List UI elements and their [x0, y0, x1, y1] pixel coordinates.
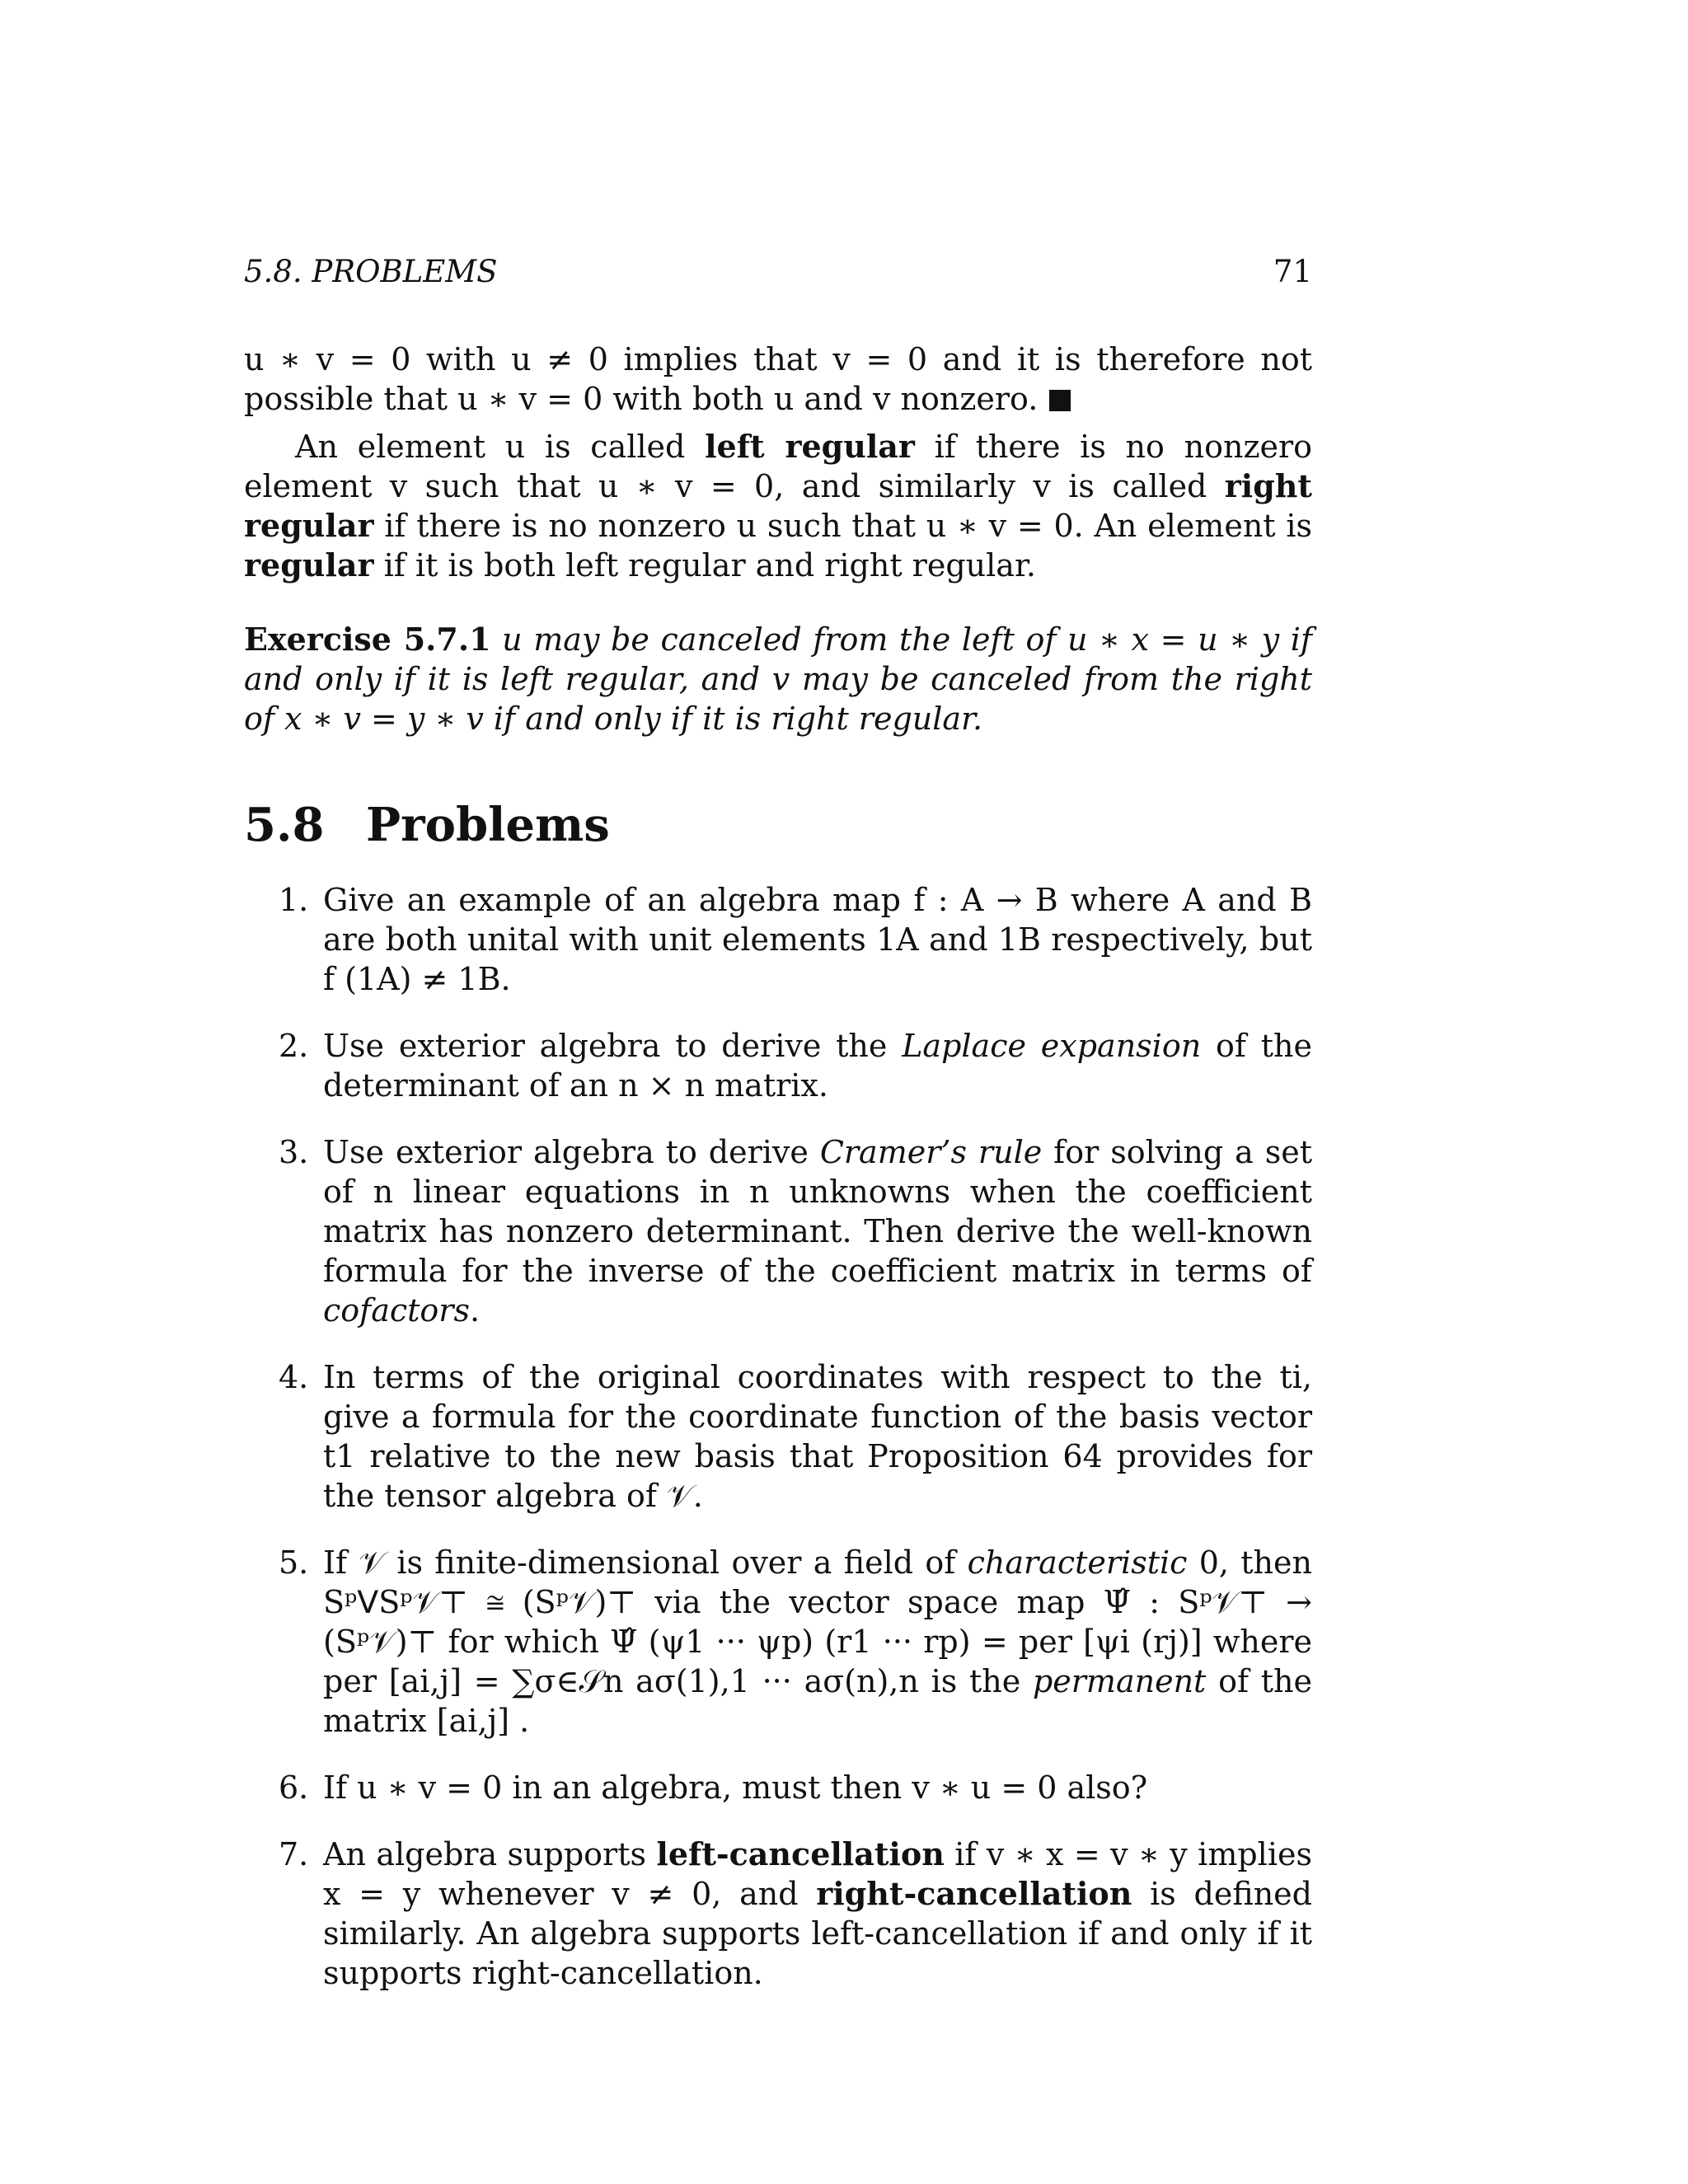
section-number: 5.8 — [244, 798, 325, 852]
running-head-section: 5.8. PROBLEMS — [244, 254, 498, 289]
problem-item — [244, 1357, 1312, 1516]
term-permanent: permanent — [1032, 1663, 1207, 1699]
problem-text: An algebra supports — [323, 1836, 657, 1872]
problem-text: In terms of the original coordinates with respect to the ti, give a formula for the coordinate function of the basis vector t1 relative to the new basis that Proposition 64 provides for the tensor algebra of 𝒱. — [323, 1359, 1312, 1514]
problem-number: 6. — [279, 1769, 309, 1806]
term-right-regular: right regular — [244, 467, 1312, 544]
problem-item — [244, 1543, 1312, 1741]
problem-text: Use exterior algebra to derive — [323, 1134, 820, 1170]
problem-text: If 𝒱 is finite-dimensional over a field of — [323, 1544, 968, 1581]
problem-text: If u ∗ v = 0 in an algebra, must then v ∗ u = 0 also? — [323, 1769, 1148, 1806]
problem-text: of the matrix [ai,j] . — [323, 1663, 1312, 1739]
definition-text-4: if it is both left regular and right regular. — [373, 547, 1037, 583]
problem-text: Use exterior algebra to derive the — [323, 1028, 903, 1064]
proof-ending — [244, 340, 1312, 419]
problem-number: 3. — [279, 1134, 309, 1170]
problem-text: . — [469, 1292, 481, 1329]
term-left-cancellation: left-cancellation — [656, 1835, 945, 1872]
term-left-regular: left regular — [705, 428, 915, 465]
definition-paragraph — [244, 427, 1312, 585]
problem-item — [244, 1768, 1312, 1807]
problem-number: 1. — [279, 882, 309, 918]
term-laplace-expansion: Laplace expansion — [902, 1028, 1202, 1064]
problem-list — [244, 880, 1312, 2020]
problem-number: 4. — [279, 1359, 309, 1395]
section-heading — [244, 796, 610, 854]
problem-item — [244, 1026, 1312, 1105]
term-regular: regular — [244, 546, 374, 583]
problem-text: of the determinant of an n × n matrix. — [323, 1028, 1312, 1104]
definition-text-3: if there is no nonzero u such that u ∗ v = 0. An element is — [373, 508, 1312, 544]
page-number: 71 — [1273, 254, 1312, 289]
running-head — [244, 254, 1312, 293]
exercise-5-7-1 — [244, 620, 1312, 738]
qed-square-icon — [1049, 390, 1071, 411]
problem-number: 5. — [279, 1544, 309, 1581]
problem-item — [244, 880, 1312, 999]
problem-number: 7. — [279, 1836, 309, 1872]
problem-text: Give an example of an algebra map f : A → B where A and B are both unital with unit elements 1A and 1B respectively, but f (1A) ≠ 1B. — [323, 882, 1312, 997]
term-right-cancellation: right-cancellation — [816, 1875, 1132, 1912]
problem-item — [244, 1132, 1312, 1330]
definition-text-1: An element u is called — [295, 429, 706, 465]
problem-item — [244, 1835, 1312, 1993]
exercise-statement: u may be canceled from the left of u ∗ x = u ∗ y if and only if it is left regular, and v may be canceled from the right of x ∗ v = y ∗ v if and only if it is right regular. — [244, 621, 1312, 737]
term-cramers-rule: Cramer’s rule — [819, 1134, 1043, 1170]
problem-text: 0, then SᵖᐯSᵖ𝒱⊤ ≅ (Sᵖ𝒱)⊤ via the vector space map Ψ̂ : Sᵖ𝒱⊤ → (Sᵖ𝒱)⊤ for which Ψ̂ (ψ1 ··· ψp) (r1 ··· rp) = per [ψi (rj)] where per [ai,j] = ∑σ∈𝒮n aσ(1),1 ··· aσ(n),n is the — [323, 1544, 1312, 1699]
problem-text: is defined similarly. An algebra supports left-cancellation if and only if it supports right-cancellation. — [323, 1876, 1312, 1991]
proof-ending-text: u ∗ v = 0 with u ≠ 0 implies that v = 0 and it is therefore not possible that u ∗ v = 0 with both u and v nonzero. — [244, 341, 1312, 417]
problem-text: for solving a set of n linear equations in n unknowns when the coefficient matrix has nonzero determinant. Then derive the well-known formula for the inverse of the coefficient matrix in terms of — [323, 1134, 1312, 1289]
problem-number: 2. — [279, 1028, 309, 1064]
problem-text: if v ∗ x = v ∗ y implies x = y whenever v ≠ 0, and — [323, 1836, 1312, 1912]
section-title: Problems — [366, 798, 610, 852]
term-characteristic: characteristic — [967, 1544, 1188, 1581]
exercise-label: Exercise 5.7.1 — [244, 621, 491, 658]
definition-text-2: if there is no nonzero element v such that u ∗ v = 0, and similarly v is called — [244, 429, 1312, 504]
term-cofactors: cofactors — [323, 1292, 470, 1329]
